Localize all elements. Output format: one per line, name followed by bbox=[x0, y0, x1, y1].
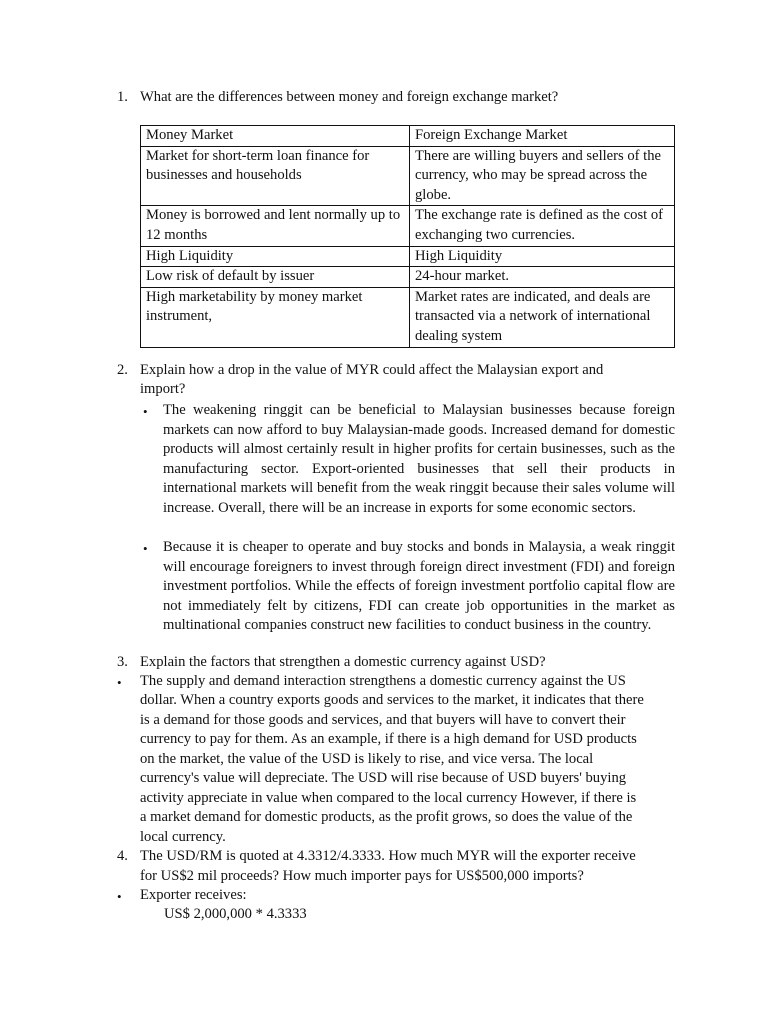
q4-calculation: US$ 2,000,000 * 4.3333 bbox=[164, 906, 307, 922]
table-row bbox=[141, 267, 675, 288]
q3-answer-line: local currency. bbox=[140, 829, 226, 845]
q2-bullet-2: Because it is cheaper to operate and buy stocks and bonds in Malaysia, a weak ringgit will encourage foreigners to invest through foreign direct investment (FDI) and foreign investment portfolios. While the effects of foreign investment portfolio capital flow are not immediately felt by citizens, FDI can create job opportunities in the market as multinational companies construct new facilities to conduct business in the country. bbox=[163, 539, 675, 634]
q2-number: 2. bbox=[117, 362, 128, 378]
q3-answer-line: dollar. When a country exports goods and services to the market, it indicates that there bbox=[140, 692, 644, 708]
table-header-row bbox=[141, 126, 675, 147]
table-cell: There are willing buyers and sellers of the currency, who may be spread across the globe. bbox=[410, 146, 675, 206]
table-row bbox=[141, 146, 675, 206]
q3-answer-line: currency to pay for them. As an example, if there is a high demand for USD products bbox=[140, 731, 637, 747]
table-cell: High marketability by money market instrument, bbox=[141, 287, 410, 347]
table-cell: 24-hour market. bbox=[410, 267, 675, 288]
q2-bullet-1: The weakening ringgit can be beneficial to Malaysian businesses because foreign markets can now afford to buy Malaysian-made goods. Increased demand for domestic products will almost certainly result in higher profits for certain businesses, such as the manufacturing sector. Export-oriented businesses that sell their products in international markets will benefit from the weak ringgit because their sales volume will increase. Overall, there will be an increase in exports for some economic sectors. bbox=[163, 402, 675, 516]
table-cell: Market for short-term loan finance for businesses and households bbox=[141, 146, 410, 206]
header-money-market: Money Market bbox=[141, 126, 410, 147]
q3-text: Explain the factors that strengthen a domestic currency against USD? bbox=[140, 654, 546, 670]
table-cell: High Liquidity bbox=[141, 246, 410, 267]
comparison-table bbox=[140, 125, 675, 348]
table-cell: Market rates are indicated, and deals are transacted via a network of international dealing system bbox=[410, 287, 675, 347]
q1-text: What are the differences between money and foreign exchange market? bbox=[140, 89, 559, 105]
q4-exporter-label: Exporter receives: bbox=[140, 887, 247, 903]
header-forex-market: Foreign Exchange Market bbox=[410, 126, 675, 147]
bullet-glyph: • bbox=[143, 404, 148, 419]
q4-text-line2: for US$2 mil proceeds? How much importer pays for US$500,000 imports? bbox=[140, 868, 584, 884]
table-cell: The exchange rate is defined as the cost of exchanging two currencies. bbox=[410, 206, 675, 246]
table-cell: Low risk of default by issuer bbox=[141, 267, 410, 288]
q3-answer-line: activity appreciate in value when compared to the local currency However, if there is bbox=[140, 790, 637, 806]
q1-number: 1. bbox=[117, 89, 128, 105]
q2-text-line2: import? bbox=[140, 381, 186, 397]
bullet-glyph: • bbox=[117, 675, 122, 690]
q4-number: 4. bbox=[117, 848, 128, 864]
table-row bbox=[141, 206, 675, 246]
q2-text-line1: Explain how a drop in the value of MYR could affect the Malaysian export and bbox=[140, 362, 604, 378]
table-row bbox=[141, 287, 675, 347]
table-row bbox=[141, 246, 675, 267]
table-cell: Money is borrowed and lent normally up to 12 months bbox=[141, 206, 410, 246]
bullet-glyph: • bbox=[117, 889, 122, 904]
q3-answer-line: currency's value will depreciate. The USD will rise because of USD buyers' buying bbox=[140, 770, 627, 786]
q3-number: 3. bbox=[117, 654, 128, 670]
table-cell: High Liquidity bbox=[410, 246, 675, 267]
q4-text-line1: The USD/RM is quoted at 4.3312/4.3333. How much MYR will the exporter receive bbox=[140, 848, 636, 864]
q3-answer-line: on the market, the value of the USD is likely to rise, and vice versa. The local bbox=[140, 751, 594, 767]
q3-answer-line: The supply and demand interaction strengthens a domestic currency against the US bbox=[140, 673, 626, 689]
q3-answer-line: is a demand for those goods and services, and that buyers will have to convert their bbox=[140, 712, 626, 728]
q3-answer-line: a market demand for domestic products, as the profit grows, so does the value of the bbox=[140, 809, 633, 825]
bullet-glyph: • bbox=[143, 541, 148, 556]
